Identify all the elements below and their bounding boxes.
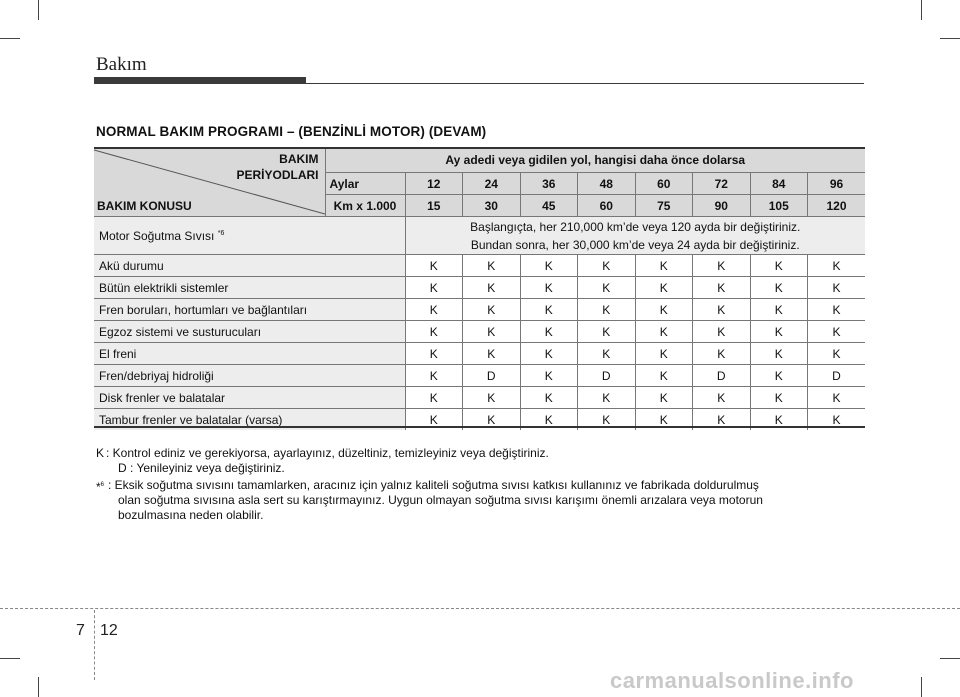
row-cell: K (808, 277, 866, 299)
row-cell: K (578, 387, 636, 409)
row-cell: K (808, 343, 866, 365)
row-cell: K (463, 387, 521, 409)
row-item-label: Fren boruları, hortumları ve bağlantıları (94, 299, 405, 321)
row-cell: K (635, 277, 693, 299)
row-cell: K (635, 365, 693, 387)
row-cell: K (635, 255, 693, 277)
crop-mark (38, 0, 39, 20)
section-title: NORMAL BAKIM PROGRAMI – (BENZİNLİ MOTOR) (DEVAM) (96, 124, 487, 139)
row-cell: K (750, 277, 808, 299)
row-cell: K (520, 365, 578, 387)
note-star-text-line3: bozulmasına neden olabilir. (118, 508, 264, 522)
row-cell: K (693, 277, 751, 299)
note-k-text: : Kontrol ediniz ve gerekiyorsa, ayarlayınız, düzeltiniz, temizleyiniz veya değiştiriniz. (106, 446, 549, 460)
row-cell: K (808, 321, 866, 343)
row-cell: K (520, 299, 578, 321)
row-item-label: Disk frenler ve balatalar (94, 387, 405, 409)
note-d-text: D : Yenileyiniz veya değiştiriniz. (118, 461, 285, 475)
page-header-title: Bakım (96, 54, 147, 75)
row-cell: K (750, 299, 808, 321)
row-cell: K (808, 255, 866, 277)
row-cell: K (635, 299, 693, 321)
row-cell: K (578, 299, 636, 321)
corner-label-bakim: BAKIM (279, 152, 319, 166)
row-cell: K (463, 299, 521, 321)
row-cell: K (405, 387, 463, 409)
row-cell: K (463, 321, 521, 343)
row-cell: K (750, 343, 808, 365)
row-cell: K (635, 321, 693, 343)
month-value: 84 (750, 173, 808, 195)
footnote-mark: *6 (217, 229, 225, 237)
row-cell: K (693, 299, 751, 321)
table-row (94, 255, 865, 277)
crop-mark (0, 38, 20, 39)
footer-dashed-rule (0, 608, 960, 609)
row-cell: K (405, 343, 463, 365)
month-value: 12 (405, 173, 463, 195)
maintenance-table (94, 148, 865, 430)
row-cell: K (750, 387, 808, 409)
watermark-text: carmanualsonline.info (610, 668, 854, 693)
header-rule (94, 83, 864, 84)
coolant-note-line2: Bundan sonra, her 30,000 km’de veya 24 ayda bir değiştiriniz. (470, 237, 800, 252)
crop-mark (940, 38, 960, 39)
km-value: 75 (635, 195, 693, 217)
span-header: Ay adedi veya gidilen yol, hangisi daha önce dolarsa (325, 148, 865, 173)
row-cell: K (635, 343, 693, 365)
coolant-note-line1: Başlangıçta, her 210,000 km’de veya 120 ayda bir değiştiriniz. (470, 219, 801, 234)
row-cell: K (405, 365, 463, 387)
row-cell: K (405, 255, 463, 277)
row-cell: K (578, 255, 636, 277)
month-value: 72 (693, 173, 751, 195)
row-cell: K (693, 343, 751, 365)
table-row (94, 365, 865, 387)
row-cell: K (405, 277, 463, 299)
table-row (94, 343, 865, 365)
row-cell: K (750, 321, 808, 343)
crop-mark (921, 0, 922, 20)
row-cell: K (635, 409, 693, 431)
row-cell: K (520, 343, 578, 365)
row-cell: K (693, 409, 751, 431)
km-value: 120 (808, 195, 866, 217)
row-cell: K (520, 387, 578, 409)
row-cell: K (750, 365, 808, 387)
table-corner-header (94, 148, 325, 217)
crop-mark (940, 658, 960, 659)
row-cell: K (405, 299, 463, 321)
note-star-text-line1: : Eksik soğutma sıvısını tamamlarken, aracınız için yalnız kaliteli soğutma sıvısı katkısı kullanınız ve fabrikada doldurulmuş (108, 478, 759, 492)
row-cell: K (693, 321, 751, 343)
row-cell: K (578, 409, 636, 431)
coolant-item-label: Motor Soğutma Sıvısı (99, 228, 215, 243)
row-cell: K (750, 255, 808, 277)
table-row (94, 387, 865, 409)
month-value: 36 (520, 173, 578, 195)
chapter-number: 7 (76, 622, 85, 639)
crop-mark (0, 658, 20, 659)
table-row (94, 277, 865, 299)
row-cell: D (578, 365, 636, 387)
table-bottom-border (94, 426, 865, 428)
row-cell: K (578, 343, 636, 365)
row-cell: K (520, 277, 578, 299)
row-item-label: Bütün elektrikli sistemler (94, 277, 405, 299)
km-value: 15 (405, 195, 463, 217)
row-cell: K (463, 343, 521, 365)
month-value: 24 (463, 173, 521, 195)
row-cell: D (693, 365, 751, 387)
row-cell: K (693, 387, 751, 409)
month-value: 48 (578, 173, 636, 195)
page-number: 12 (100, 622, 118, 639)
row-cell: K (463, 277, 521, 299)
row-cell: K (693, 255, 751, 277)
corner-label-periyodlari: PERİYODLARI (236, 168, 319, 182)
row-item-label: Fren/debriyaj hidroliği (94, 365, 405, 387)
months-label: Aylar (325, 173, 405, 195)
note-star-text-line2: olan soğutma sıvısına asla sert su karıştırmayınız. Uygun olmayan soğutma sıvısı karışımı önemli arızalara veya motorun (118, 493, 763, 507)
table-row (94, 321, 865, 343)
row-item-label: Akü durumu (94, 255, 405, 277)
km-value: 45 (520, 195, 578, 217)
km-value: 60 (578, 195, 636, 217)
row-cell: D (463, 365, 521, 387)
corner-label-bakim-konusu: BAKIM KONUSU (97, 199, 192, 213)
note-star-sup: 6 (100, 482, 105, 488)
note-star-key: * (96, 480, 101, 494)
month-value: 60 (635, 173, 693, 195)
row-item-label: Egzoz sistemi ve susturucuları (94, 321, 405, 343)
table-row (94, 299, 865, 321)
table-top-border (94, 147, 865, 149)
row-cell: K (520, 409, 578, 431)
crop-mark (38, 677, 39, 697)
row-cell: K (578, 277, 636, 299)
row-cell: K (520, 255, 578, 277)
row-cell: K (808, 409, 866, 431)
row-cell: K (405, 409, 463, 431)
crop-mark (921, 677, 922, 697)
row-cell: K (808, 299, 866, 321)
row-cell: K (463, 255, 521, 277)
row-cell: D (808, 365, 866, 387)
km-value: 105 (750, 195, 808, 217)
row-cell: K (578, 321, 636, 343)
row-cell: K (808, 387, 866, 409)
row-cell: K (463, 409, 521, 431)
footer-dashed-divider (94, 610, 95, 680)
note-star (96, 478, 866, 526)
row-item-label: Tambur frenler ve balatalar (varsa) (94, 409, 405, 431)
km-label: Km x 1.000 (325, 195, 405, 217)
table-row-coolant (94, 217, 865, 255)
note-k-key: K (96, 446, 105, 460)
month-value: 96 (808, 173, 866, 195)
row-cell: K (520, 321, 578, 343)
row-cell: K (750, 409, 808, 431)
row-item-label: El freni (94, 343, 405, 365)
km-value: 90 (693, 195, 751, 217)
row-cell: K (635, 387, 693, 409)
km-value: 30 (463, 195, 521, 217)
note-k (96, 446, 866, 476)
row-cell: K (405, 321, 463, 343)
